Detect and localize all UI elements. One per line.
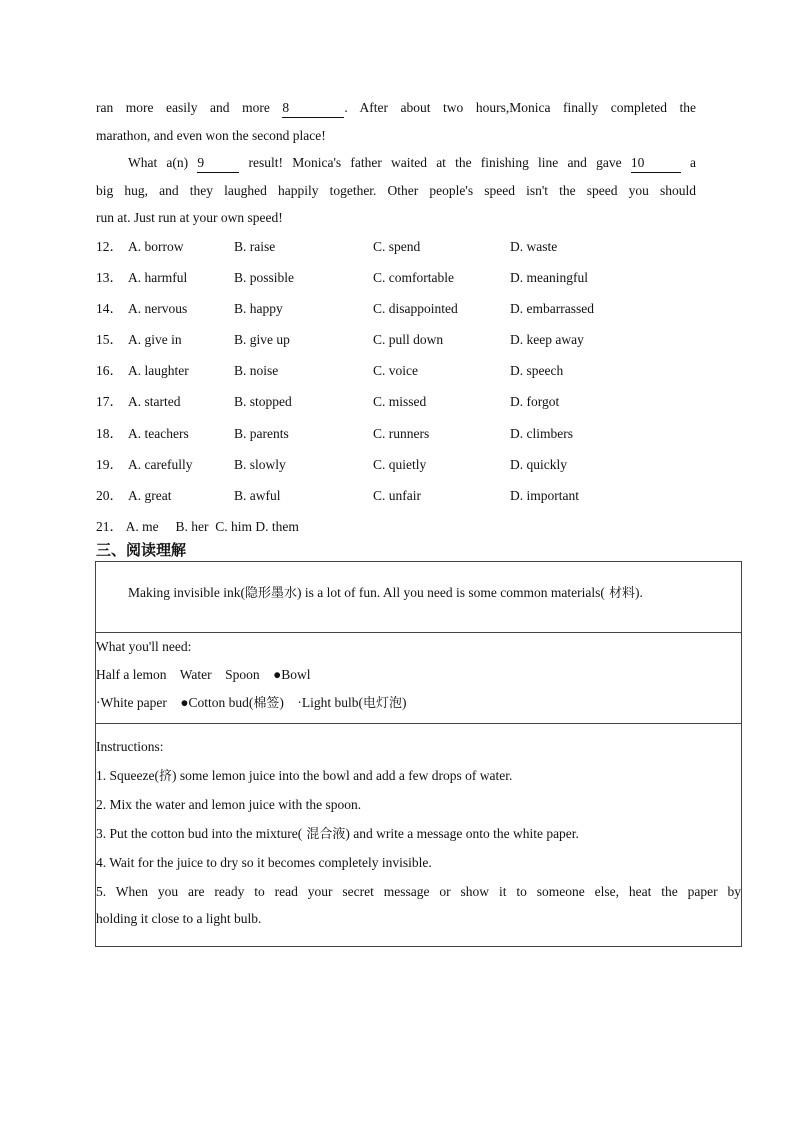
option-a: A. me — [125, 518, 159, 534]
text: 电灯泡 — [363, 696, 403, 711]
cloze-passage — [96, 94, 696, 232]
question-number: 18． — [96, 425, 123, 441]
option-b: B. raise — [234, 239, 276, 254]
option-d: D. speech — [510, 363, 564, 379]
materials-title: What you'll need: — [96, 639, 192, 654]
reading-box — [95, 561, 742, 947]
answer-blank-8: 8 — [282, 99, 344, 118]
text: Making invisible ink( — [128, 585, 245, 600]
materials-row — [96, 633, 741, 724]
option-c: C. pull down — [373, 332, 444, 348]
option-a: A. started — [128, 394, 181, 410]
option-c: C. spend — [373, 239, 421, 254]
text: 隐形墨水 — [245, 586, 298, 601]
option-c: C. him — [215, 518, 253, 534]
passage-line-2: marathon, and even won the second place! — [96, 127, 326, 143]
question-number: 15． — [96, 332, 123, 348]
passage-line-1 — [96, 94, 696, 122]
question-19 — [96, 449, 716, 480]
intro-row — [96, 562, 741, 633]
option-a: A. laughter — [128, 363, 189, 379]
text: 材料 — [604, 586, 635, 601]
option-d: D. important — [510, 487, 579, 503]
text: ) and write a message onto the white paper. — [345, 826, 579, 841]
question-12 — [96, 231, 716, 262]
text: ·White paper ●Cotton bud( — [96, 695, 254, 710]
text: ) is a lot of fun. All you need is some common materials( — [297, 585, 605, 600]
option-a: A. give in — [128, 332, 182, 348]
option-a: A. great — [128, 487, 172, 503]
question-number: 16． — [96, 363, 123, 379]
instructions-row — [96, 724, 741, 946]
text: 挤 — [158, 769, 172, 784]
question-14 — [96, 293, 716, 324]
option-d: D. keep away — [510, 332, 584, 348]
question-13 — [96, 262, 716, 293]
option-d: D. them — [255, 518, 299, 534]
option-c: C. missed — [373, 394, 427, 410]
materials-line-2 — [96, 692, 407, 715]
passage-line-3 — [96, 149, 696, 177]
instruction-step-1 — [96, 765, 512, 788]
option-c: C. quietly — [373, 456, 427, 472]
materials-line-1: Half a lemon Water Spoon ●Bowl — [96, 667, 311, 682]
question-16 — [96, 355, 716, 386]
text: ran more easily and more — [96, 100, 283, 115]
option-b: B. possible — [234, 270, 295, 286]
option-c: C. disappointed — [373, 301, 458, 317]
option-b: B. parents — [234, 425, 289, 441]
question-list — [96, 231, 716, 542]
instruction-step-3 — [96, 823, 579, 846]
question-number: 12． — [96, 239, 123, 254]
option-a: A. carefully — [128, 456, 193, 472]
option-a: A. teachers — [128, 425, 189, 441]
text: ) ·Light bulb( — [279, 695, 364, 710]
question-20 — [96, 480, 716, 511]
text: ) — [402, 695, 407, 710]
question-number: 17． — [96, 394, 123, 410]
question-17 — [96, 386, 716, 417]
option-d: D. waste — [510, 239, 558, 254]
instruction-step-2: 2. Mix the water and lemon juice with the spoon. — [96, 797, 362, 812]
option-c: C. comfortable — [373, 270, 454, 286]
text: 混合液 — [302, 827, 346, 842]
option-b: B. stopped — [234, 394, 292, 410]
text: 棉签 — [253, 696, 280, 711]
answer-blank-10: 10 — [631, 154, 681, 173]
passage-line-5: run at. Just run at your own speed! — [96, 210, 283, 225]
question-number: 14． — [96, 301, 123, 317]
option-b: B. awful — [234, 487, 281, 503]
option-c: C. runners — [373, 425, 430, 441]
instructions-title: Instructions: — [96, 739, 164, 754]
option-a: A. borrow — [128, 239, 184, 254]
option-d: D. embarrassed — [510, 301, 594, 317]
instruction-step-5-line-1: 5. When you are ready to read your secret message or show it to someone else, heat the paper by — [96, 884, 741, 899]
text: 1. Squeeze( — [96, 768, 159, 783]
text: a — [680, 155, 696, 170]
option-d: D. meaningful — [510, 270, 588, 286]
option-d: D. forgot — [510, 394, 560, 410]
question-number: 21． — [96, 518, 123, 534]
text: ). — [634, 585, 643, 600]
option-a: A. harmful — [128, 270, 188, 286]
text: ) some lemon juice into the bowl and add a few drops of water. — [172, 768, 513, 783]
option-c: C. voice — [373, 363, 418, 379]
option-b: B. give up — [234, 332, 290, 348]
question-number: 20． — [96, 487, 123, 503]
question-number: 13． — [96, 270, 123, 286]
text: result! Monica's father waited at the finishing line and gave — [239, 155, 631, 170]
question-18 — [96, 418, 716, 449]
intro-text — [128, 582, 643, 605]
option-b: B. slowly — [234, 456, 286, 472]
option-b: B. her — [175, 518, 209, 534]
section-title: 三、阅读理解 — [96, 541, 187, 559]
instruction-step-5-line-2: holding it close to a light bulb. — [96, 911, 262, 926]
option-d: D. quickly — [510, 456, 567, 472]
option-d: D. climbers — [510, 425, 573, 441]
question-number: 19． — [96, 456, 123, 472]
option-b: B. happy — [234, 301, 283, 317]
option-c: C. unfair — [373, 487, 421, 503]
question-21 — [96, 511, 716, 542]
passage-line-4: big hug, and they laughed happily together. Other people's speed isn't the speed you should — [96, 182, 696, 198]
option-a: A. nervous — [128, 301, 188, 317]
question-15 — [96, 324, 716, 355]
text: What a(n) — [128, 155, 198, 170]
answer-blank-9: 9 — [197, 154, 239, 173]
option-b: B. noise — [234, 363, 279, 379]
text: . After about two hours,Monica finally completed the — [344, 100, 696, 115]
text: 3. Put the cotton bud into the mixture( — [96, 826, 303, 841]
instruction-step-4: 4. Wait for the juice to dry so it becomes completely invisible. — [96, 855, 432, 870]
